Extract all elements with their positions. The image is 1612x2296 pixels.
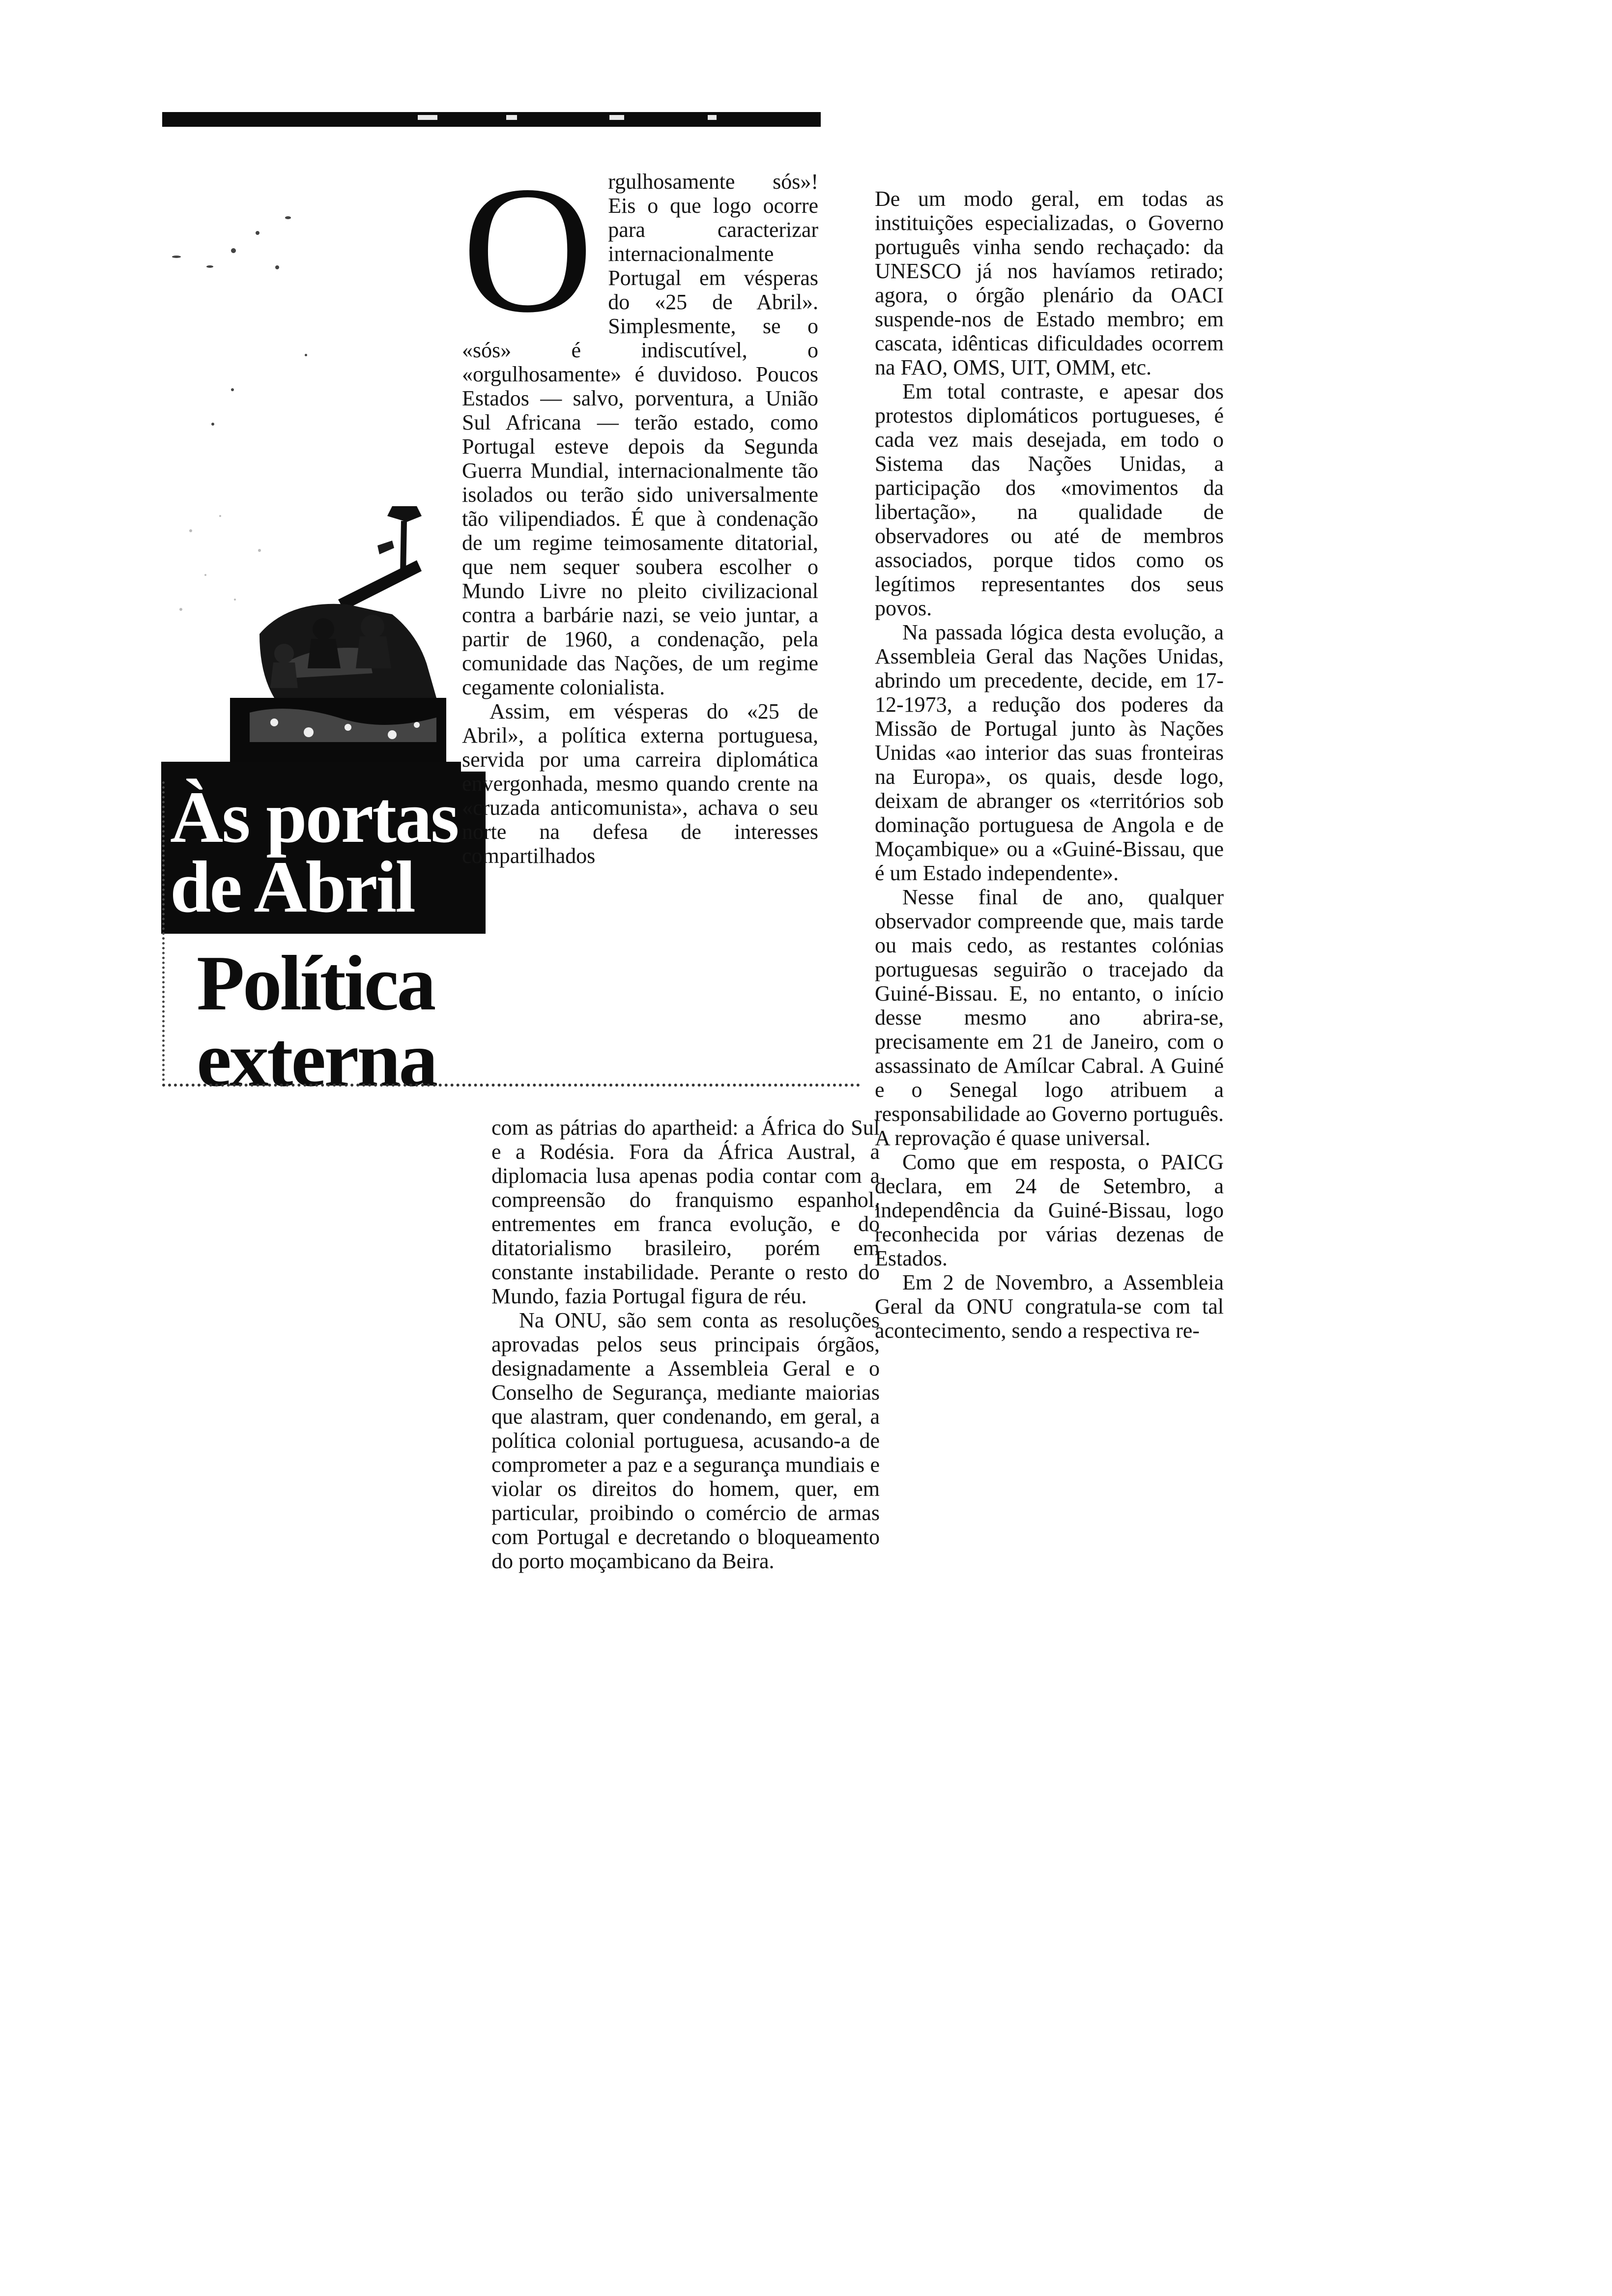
- headline-block: [161, 772, 486, 934]
- article-column-3: [875, 187, 1224, 1343]
- paragraph: Assim, em vésperas do «25 de Abril», a política externa portuguesa, servida por uma carreira diplomática envergonhada, mesmo quando crente na «cruzada anticomunista», achava o seu norte na defesa de interesses compartilhados: [462, 699, 818, 868]
- paragraph: Nesse final de ano, qualquer observador compreende que, mais tarde ou mais cedo, as restantes colónias portuguesas seguirão o tracejado da Guiné-Bissau. E, no entanto, o início desse mesmo ano abrira-se, precisamente em 21 de Janeiro, com o assassinato de Amílcar Cabral. A Guiné e o Senegal logo atribuem a responsabilidade ao Governo português. A reprovação é quase universal.: [875, 885, 1224, 1150]
- section-title-line-2: externa: [197, 1015, 436, 1103]
- paragraph: com as pátrias do apartheid: a África do Sul e a Rodésia. Fora da África Austral, a diplomacia lusa apenas podia contar com a compreensão do franquismo espanhol, entrementes em franca evolução, e do ditatorialismo brasileiro, porém em constante instabilidade. Perante o resto do Mundo, fazia Portugal figura de réu.: [491, 1116, 880, 1308]
- paragraph: Em total contraste, e apesar dos protestos diplomáticos portugueses, é cada vez mais desejada, em todo o Sistema das Nações Unidas, a participação dos «movimentos da libertação», na qualidade de observadores ou até de membros associados, porque tidos como os legítimos representantes dos seus povos.: [875, 379, 1224, 620]
- paragraph: Na passada lógica desta evolução, a Assembleia Geral das Nações Unidas, abrindo um precedente, decide, em 17-12-1973, a redução dos poderes da Missão de Portugal junto às Nações Unidas «ao interior das suas fronteiras na Europa», os quais, desde logo, deixam de abranger os «territórios sob dominação portuguesa de Angola e de Moçambique» ou a «Guiné-Bissau, que é um Estado independente».: [875, 620, 1224, 885]
- dotted-divider: [162, 1084, 860, 1087]
- soldiers-photo-icon: [161, 487, 461, 801]
- paragraph: De um modo geral, em todas as instituições especializadas, o Governo português vinha sendo rechaçado: da UNESCO já nos havíamos retirado; agora, o órgão plenário da OACI suspende-nos de Estado membro; em cascata, idênticas dificuldades ocorrem na FAO, OMS, UIT, OMM, etc.: [875, 187, 1224, 379]
- paragraph: rgulhosamente sós»! Eis o que logo ocorre para caracterizar internacionalmente Portugal em vésperas do «25 de Abril». Simplesmente, se o «sós» é indiscutível, o «orgulhosamente» é duvidoso. Poucos Estados — salvo, porventura, a União Sul Africana — terão estado, como Portugal esteve depois da Segunda Guerra Mundial, internacionalmente tão isolados ou terão sido universalmente tão vilipendiados. É que à condenação de um regime teimosamente ditatorial, que nem sequer soubera escolher o Mundo Livre no pleito civilizacional contra a barbárie nazi, se veio juntar, a partir de 1960, a condenação, pela comunidade das Nações, de um regime cegamente colonialista.: [462, 170, 818, 699]
- article-column-2: [491, 1116, 880, 1573]
- paragraph: Na ONU, são sem conta as resoluções aprovadas pelos seus principais órgãos, designadamente a Assembleia Geral e o Conselho de Segurança, mediante maiorias que alastram, quer condenando, em geral, a política colonial portuguesa, acusando-a de comprometer a paz e a segurança mundiais e violar os direitos do homem, quer, em particular, proibindo o comércio de armas com Portugal e decretando o bloqueamento do porto moçambicano da Beira.: [491, 1308, 880, 1573]
- article-column-1: [462, 149, 818, 868]
- paragraph: Como que em resposta, o PAICG declara, em 24 de Setembro, a independência da Guiné-Bissau, logo reconhecida por várias dezenas de Estados.: [875, 1150, 1224, 1270]
- headline-line-1: Às portas: [170, 776, 458, 858]
- drop-cap: O: [462, 149, 594, 350]
- left-dotted-rule: [162, 781, 165, 1081]
- soldiers-photo: [161, 487, 461, 801]
- top-rule-bar: [162, 112, 821, 127]
- headline-line-2: de Abril: [170, 846, 414, 928]
- section-title-line-1: Política: [197, 939, 434, 1027]
- paragraph: Em 2 de Novembro, a Assembleia Geral da ONU congratula-se com tal acontecimento, sendo a respectiva re-: [875, 1270, 1224, 1343]
